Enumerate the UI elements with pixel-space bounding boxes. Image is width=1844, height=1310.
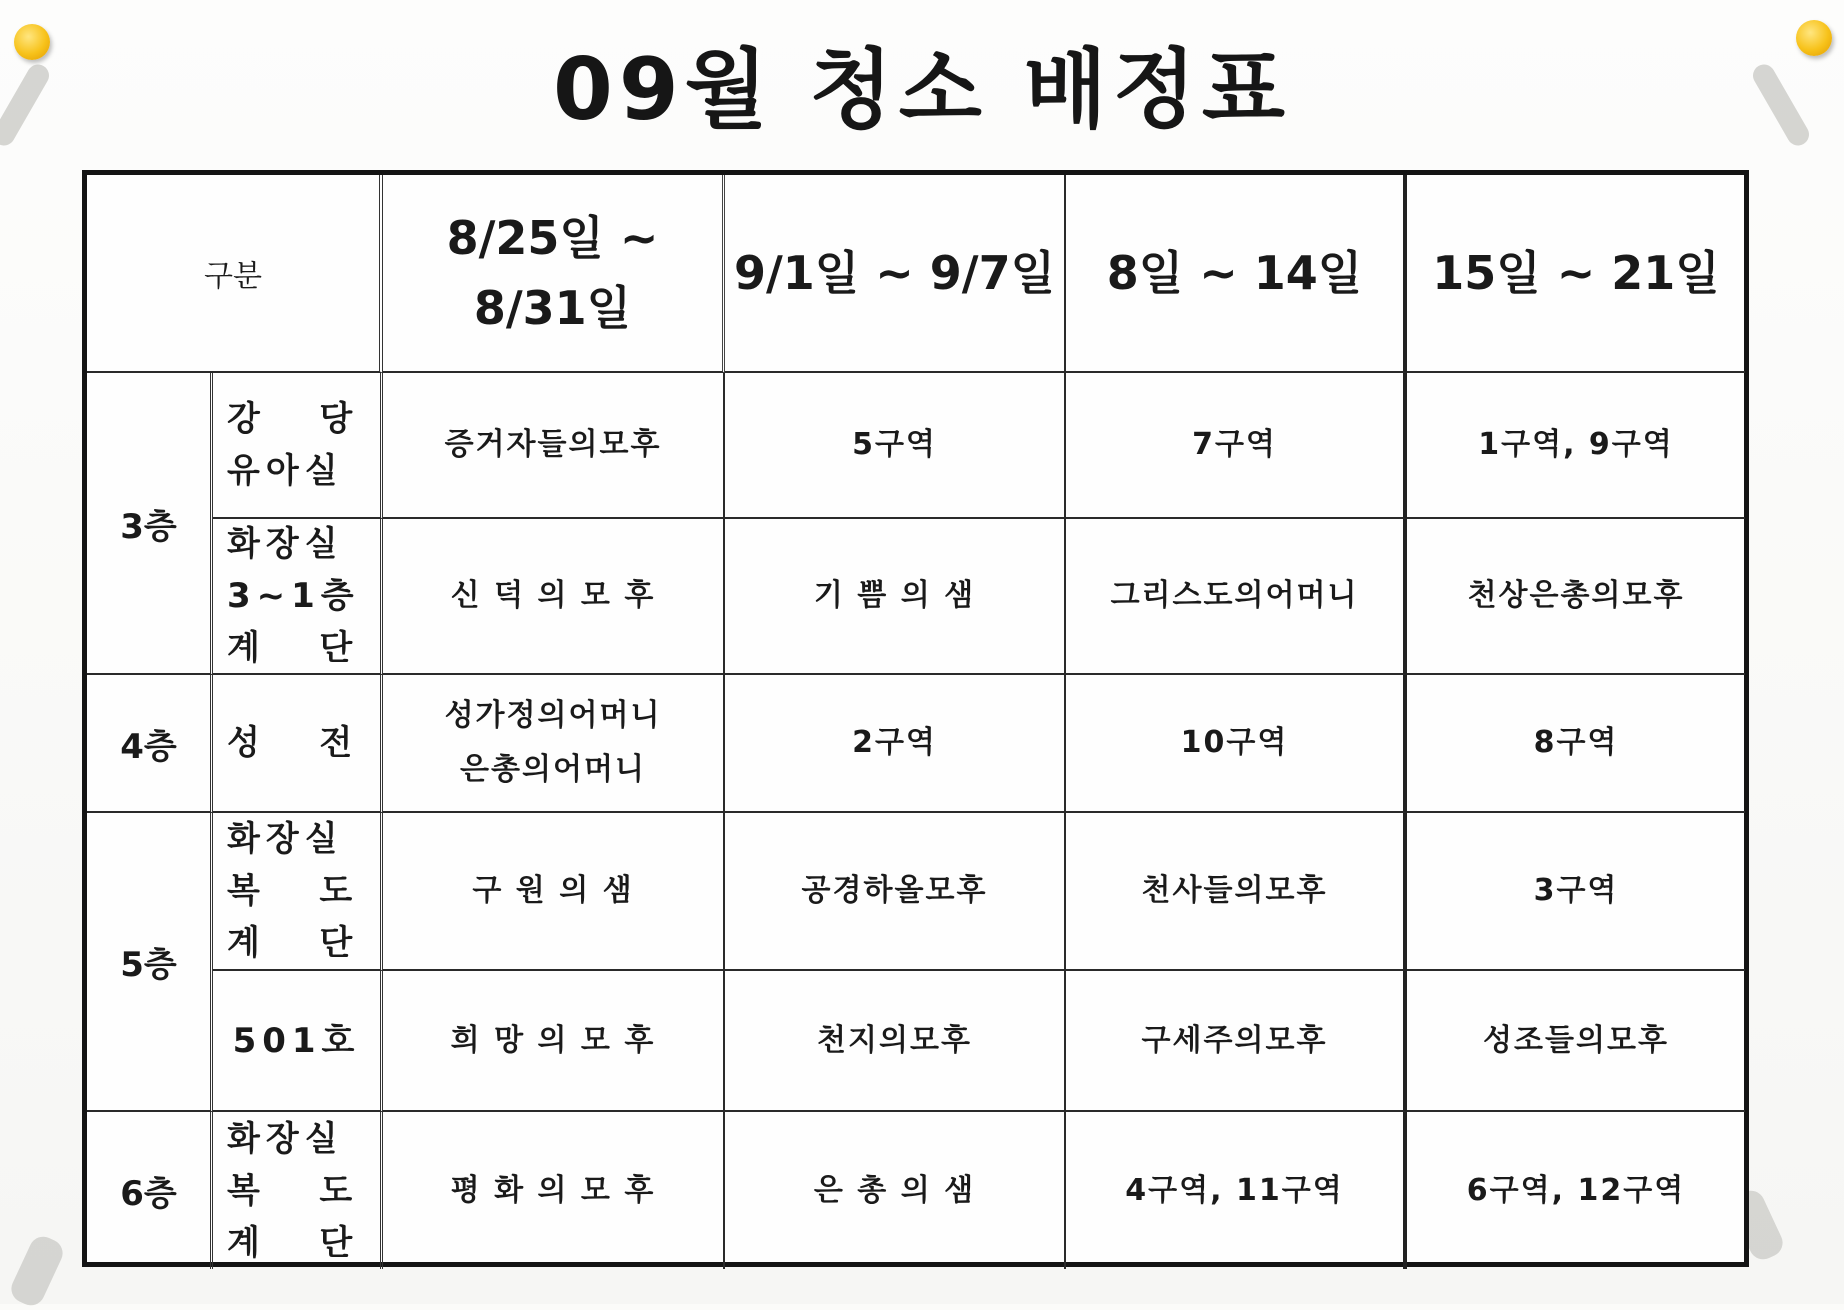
duty-cell: 천사들의모후 bbox=[1066, 813, 1407, 971]
page-title: 09월 청소 배정표 bbox=[552, 40, 1291, 140]
duty-cell: 5구역 bbox=[725, 373, 1066, 519]
duty-cell: 그리스도의어머니 bbox=[1066, 519, 1407, 675]
duty-cell: 3구역 bbox=[1407, 813, 1745, 971]
area-label: 화장실 복 도 계 단 bbox=[213, 813, 383, 971]
duty-cell: 구 원 의 샘 bbox=[383, 813, 725, 971]
duty-cell: 6구역, 12구역 bbox=[1466, 1172, 1686, 1208]
week-header-2: 9/1일 ~ 9/7일 bbox=[725, 175, 1066, 373]
week-header-3: 8일 ~ 14일 bbox=[1066, 175, 1407, 373]
tape-icon bbox=[7, 1232, 67, 1310]
duty-cell: 신 덕 의 모 후 bbox=[383, 519, 725, 675]
duty-cell: 10구역 bbox=[1066, 675, 1407, 813]
duty-cell: 8구역 bbox=[1407, 675, 1745, 813]
duty-cell: 기 쁨 의 샘 bbox=[725, 519, 1066, 675]
area-label: 화장실 3~1층 계 단 bbox=[213, 519, 383, 675]
duty-cell: 1구역, 9구역 bbox=[1407, 373, 1745, 519]
duty-cell: 은 총 의 샘 bbox=[725, 1112, 1066, 1269]
area-label: 성 전 bbox=[213, 675, 383, 813]
floor-label-6: 6층 bbox=[87, 1112, 213, 1269]
week-header-4: 15일 ~ 21일 bbox=[1407, 175, 1745, 373]
floor-label-3: 3층 bbox=[87, 373, 213, 675]
duty-cell: 희 망 의 모 후 bbox=[383, 971, 725, 1112]
area-label: 화장실 복 도 계 단 bbox=[213, 1112, 383, 1269]
floor-label-4: 4층 bbox=[87, 675, 213, 813]
week-header-1: 8/25일 ~ 8/31일 bbox=[383, 175, 725, 373]
duty-cell: 7구역 bbox=[1066, 373, 1407, 519]
cleaning-schedule-table bbox=[82, 170, 1749, 1267]
duty-cell: 2구역 bbox=[725, 675, 1066, 813]
area-label: 강 당 유아실 bbox=[213, 373, 383, 519]
area-label: 501호 bbox=[213, 971, 383, 1112]
duty-cell: 평 화 의 모 후 bbox=[383, 1112, 725, 1269]
duty-cell: 천지의모후 bbox=[725, 971, 1066, 1112]
duty-cell: 성가정의어머니 은총의어머니 bbox=[383, 675, 725, 813]
duty-cell: 증거자들의모후 bbox=[383, 373, 725, 519]
duty-cell: 천상은총의모후 bbox=[1407, 519, 1745, 675]
duty-cell: 성조들의모후 bbox=[1407, 971, 1745, 1112]
duty-cell: 4구역, 11구역 bbox=[1066, 1112, 1407, 1269]
duty-cell: 공경하올모후 bbox=[725, 813, 1066, 971]
category-header: 구분 bbox=[87, 175, 383, 373]
duty-cell: 구세주의모후 bbox=[1066, 971, 1407, 1112]
floor-label-5: 5층 bbox=[87, 813, 213, 1112]
